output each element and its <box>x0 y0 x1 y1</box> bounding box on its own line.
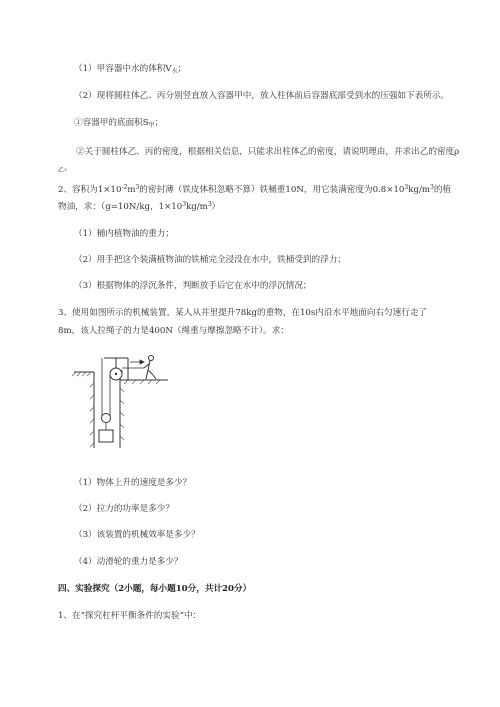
rope <box>102 358 144 416</box>
q3-sub3: （3）该装置的机械效率是多少？ <box>74 530 200 540</box>
direction-arrow-icon <box>130 360 144 364</box>
q2-stem-line2: 物油，求：（g=10N/kg，$1\times 10^3kg/m^3$） <box>58 201 221 212</box>
q3-stem-line1: 3、使用如图所示的机械装置，某人从井里提升78kg的重物，在10s内沿水平地面向右匀速行走了 <box>58 308 428 318</box>
q-prev-sub2b: ②关于圆柱体乙、丙的密度，根据相关信息，只能求出柱体乙的密度，请说明理由，并求出乙的密度$\rho_乙$。 <box>58 147 460 174</box>
q-prev-sub1: （1）甲容器中水的体积$V_水$； <box>74 64 187 75</box>
section-heading: 四、实验探究（2小题，每小题10分，共计20分） <box>58 584 252 594</box>
q2-sub1: （1）桶内植物油的重力； <box>74 229 174 239</box>
pulley-well-figure <box>68 348 178 458</box>
weight-box <box>99 430 113 442</box>
q2-stem-line1: 2、容积为$1\times 10^{-2}m^3$的密封薄（铁皮体积忽略不算）铁桶重10N，用它装满密度为$0.8\times 10^3kg/m^3$的植 <box>58 184 452 195</box>
fixed-pulley-axle <box>115 373 117 375</box>
q3-stem-line2: 8m，该人拉绳子的力是400N（绳重与摩擦忽略不计）。求： <box>58 326 289 336</box>
q2-sub2: （2）用手把这个装满植物油的铁桶完全浸没在水中，铁桶受到的浮力； <box>74 255 346 265</box>
ground-right <box>120 372 168 448</box>
ground-hatching <box>72 372 160 447</box>
q2-sub3: （3）根据物体的浮沉条件，判断放手后它在水中的浮沉情况； <box>74 281 312 291</box>
person-pulling-figure <box>144 356 156 380</box>
section4-q1: 1、在“探究杠杆平衡条件的实验”中： <box>58 611 202 621</box>
q3-sub2: （2）拉力的功率是多少？ <box>74 504 174 514</box>
q-prev-sub2: （2）现将圆柱体乙、丙分别竖直放入容器甲中，放入柱体前后容器底部受到水的压强如下表所示。 <box>74 91 450 101</box>
q-prev-sub2a: ①容器甲的底面积$S_甲$； <box>74 118 164 129</box>
q3-sub4: （4）动滑轮的重力是多少？ <box>74 557 183 567</box>
movable-pulley <box>102 414 111 423</box>
q3-sub1: （1）物体上升的速度是多少？ <box>74 478 192 488</box>
